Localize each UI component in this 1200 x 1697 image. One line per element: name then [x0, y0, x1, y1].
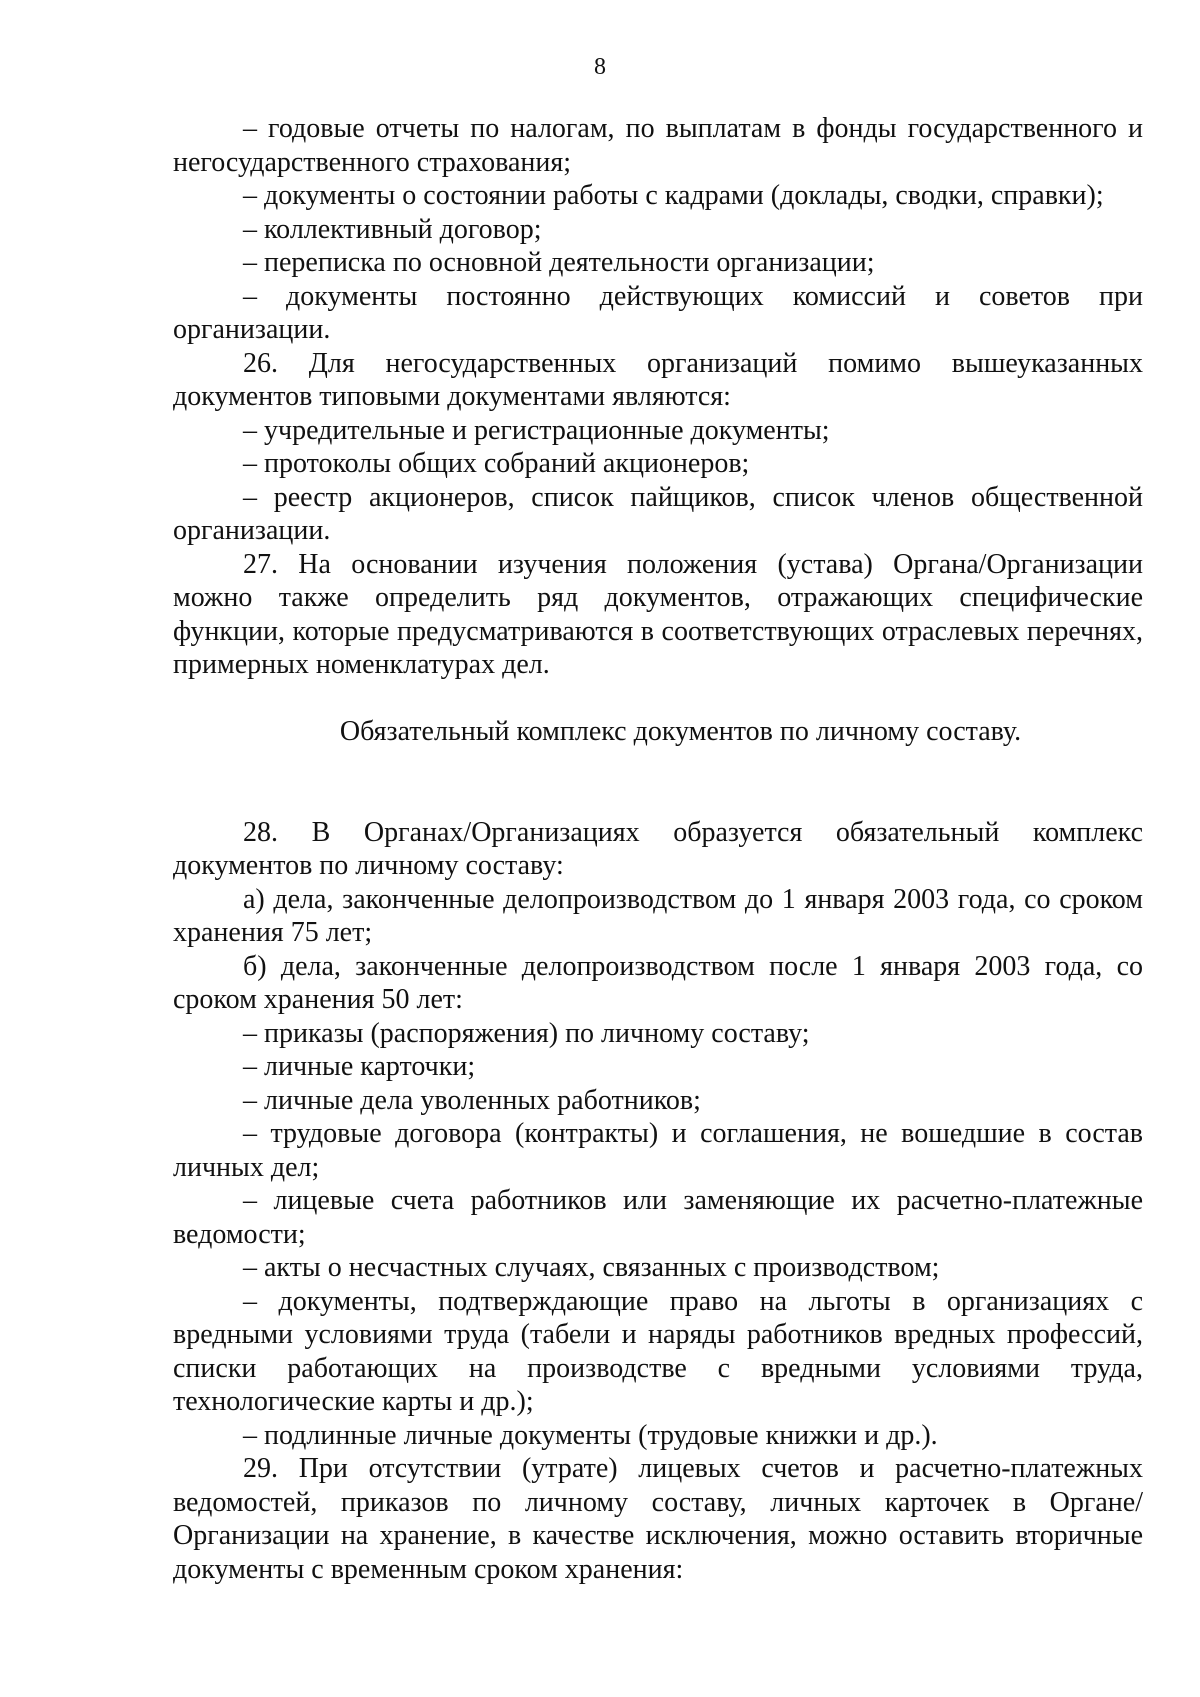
paragraph-shareholder-minutes: – протоколы общих собраний акционеров;	[243, 448, 750, 479]
paragraph-annual-reports: – годовые отчеты по налогам, по выплатам в фонды государственного и негосударственного страхования;	[173, 113, 1143, 178]
paragraph-original-docs: – подлинные личные документы (трудовые книжки и др.).	[243, 1419, 938, 1451]
paragraph-accident-acts: – акты о несчастных случаях, связанных с производством;	[243, 1252, 940, 1283]
paragraph-27: 27. На основании изучения положения (устава) Органа/Организации можно также определить ряд документов, отражающих специфические функции, которые предусматриваются в соответствующих отраслевых перечнях, примерных номенклатурах дел.	[173, 548, 1143, 680]
paragraph-personal-accounts: – лицевые счета работников или заменяющие их расчетно-платежные ведомости;	[173, 1185, 1143, 1250]
paragraph-shareholder-register: – реестр акционеров, список пайщиков, список членов общественной организации.	[173, 481, 1143, 546]
paragraph-benefits-docs: – документы, подтверждающие право на льготы в организациях с вредными условиями труда (табели и наряды работников вредных профессий, списки работающих на производстве с вредными условиями труда, технологические карты и др.);	[173, 1285, 1143, 1417]
paragraph-28-b: б) дела, законченные делопроизводством после 1 января 2003 года, со сроком хранения 50 лет:	[173, 950, 1143, 1015]
paragraph-labor-contracts: – трудовые договора (контракты) и соглашения, не вошедшие в состав личных дел;	[173, 1118, 1143, 1183]
paragraph-collective-agreement: – коллективный договор;	[243, 213, 542, 245]
paragraph-26: 26. Для негосударственных организаций помимо вышеуказанных документов типовыми документами являются:	[173, 347, 1143, 412]
paragraph-29: 29. При отсутствии (утрате) лицевых счетов и расчетно-платежных ведомостей, приказов по личному составу, личных карточек в Органе/Организации на хранение, в качестве исключения, можно оставить вторичные документы с временным сроком хранения:	[173, 1453, 1143, 1585]
paragraph-founding-docs: – учредительные и регистрационные документы;	[243, 414, 830, 446]
paragraph-personnel-reports: – документы о состоянии работы с кадрами (доклады, сводки, справки);	[243, 180, 1104, 211]
paragraph-personal-cards: – личные карточки;	[243, 1051, 476, 1082]
section-heading: Обязательный комплекс документов по личному составу.	[339, 716, 1022, 747]
paragraph-28: 28. В Органах/Организациях образуется обязательный комплекс документов по личному составу:	[173, 816, 1143, 881]
document-body	[173, 112, 1143, 1586]
paragraph-personal-files: – личные дела уволенных работников;	[243, 1084, 701, 1116]
paragraph-orders: – приказы (распоряжения) по личному составу;	[243, 1017, 810, 1049]
page-number: 8	[594, 54, 606, 80]
paragraph-28-a: а) дела, законченные делопроизводством до 1 января 2003 года, со сроком хранения 75 лет;	[173, 883, 1143, 948]
paragraph-commissions: – документы постоянно действующих комиссий и советов при организации.	[173, 280, 1143, 345]
paragraph-correspondence: – переписка по основной деятельности организации;	[243, 247, 875, 278]
